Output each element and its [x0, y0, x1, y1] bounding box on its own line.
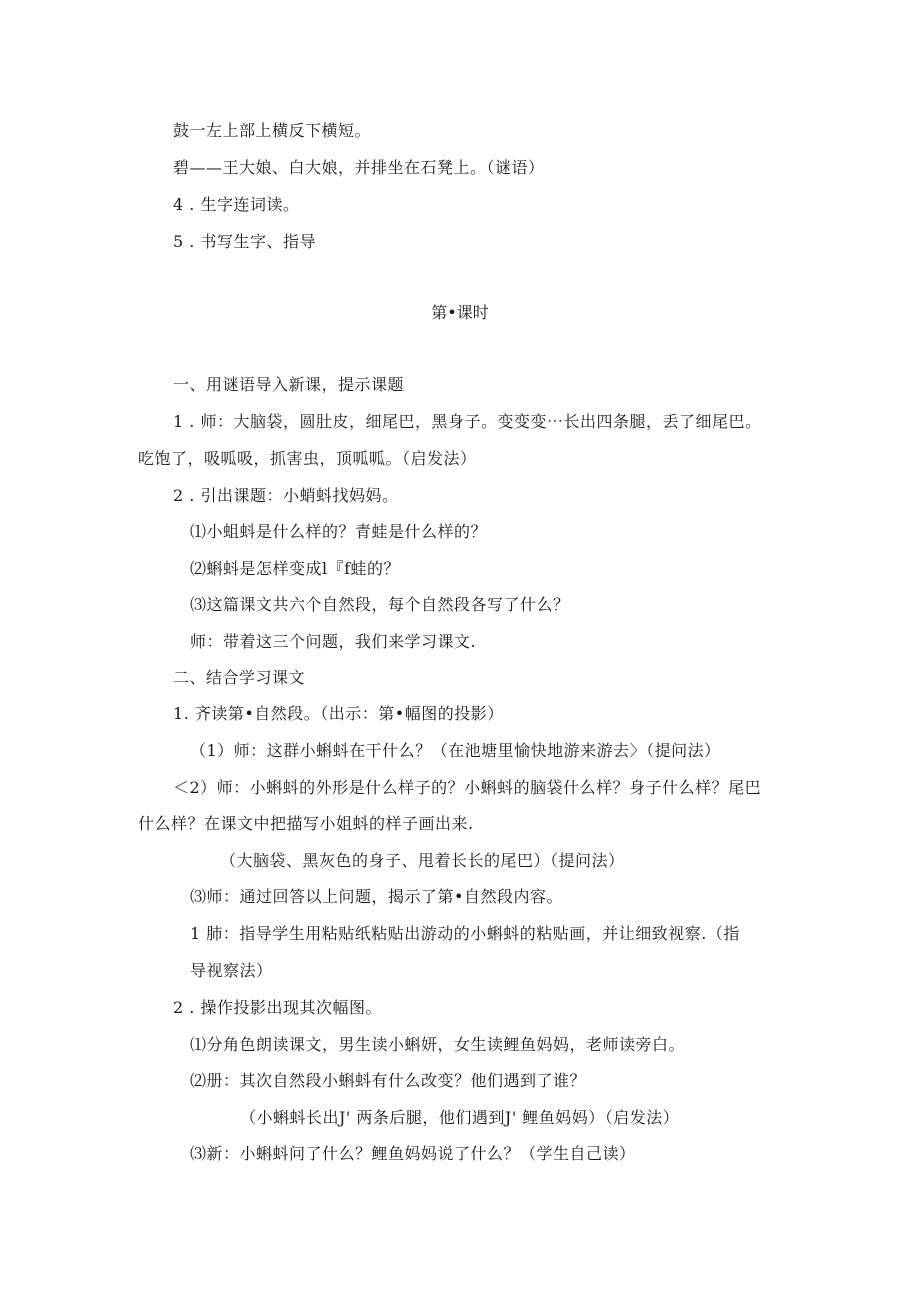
text-line: 4 . 生字连词读。	[173, 195, 300, 214]
section-title: 第•课时	[431, 303, 489, 322]
text-line: 5 . 书写生字、指导	[173, 232, 316, 251]
text-line: 师：带着这三个问题，我们来学习课文.	[190, 632, 477, 651]
text-line: ⑶新：小蝌蚪问了什么？鲤鱼妈妈说了什么？（学生自己读）	[190, 1144, 636, 1163]
text-line: 吃饱了，吸呱吸，抓害虫，顶呱呱。（启发法）	[138, 449, 477, 468]
section-heading: 二、结合学习课文	[173, 668, 306, 687]
text-line: 1 . 师：大脑袋，圆肚皮，细尾巴，黑身子。变变变⋯长出四条腿，丢了细尾巴。	[173, 412, 762, 431]
text-line: ＜2）师：小蝌蚪的外形是什么样子的？小蝌蚪的脑袋什么样？身子什么样？尾巴	[173, 778, 762, 797]
text-line: （1）师：这群小蝌蚪在干什么？（在池塘里愉快地游来游去〉（提问法）	[190, 741, 721, 760]
text-line: ⑵蝌蚪是怎样变成l『f蛙的？	[190, 559, 401, 578]
text-line: （小蝌蚪长出J' 两条后腿，他们遇到J' 鲤鱼妈妈）（启发法）	[240, 1108, 680, 1127]
text-line: ⑴小蛆蚪是什么样的？青蛙是什么样的？	[190, 522, 488, 541]
text-line: 2 . 引出课题：小蛸蚪找妈妈。	[173, 486, 399, 505]
text-line: ⑶这篇课文共六个自然段，每个自然段各写了什么？	[190, 595, 570, 614]
text-line: 导视察法）	[190, 961, 273, 980]
text-line: ⑴分角色朗读课文，男生读小蝌妍，女生读鲤鱼妈妈，老师读旁白。	[190, 1035, 686, 1054]
text-line: （大脑袋、黑灰色的身子、甩着长长的尾巴）（提问法）	[220, 851, 625, 870]
text-line: ⑵册：其次自然段小蝌蚪有什么改变？他们遇到了谁？	[190, 1071, 587, 1090]
text-line: 1. 齐读第•自然段。（出示：第•幅图的投影）	[173, 704, 504, 723]
text-line: 1 肺：指导学生用粘贴纸粘贴出游动的小蝌蚪的粘贴画，并让细致视察.（指	[190, 924, 740, 943]
text-line: 鼓一左上部上横反下横短。	[173, 121, 372, 140]
text-line: 碧——王大娘、白大娘，并排坐在石凳上。（谜语）	[173, 158, 545, 177]
text-line: ⑶师：通过回答以上问题，揭示了第•自然段内容。	[190, 887, 563, 906]
text-line: 什么样？在课文中把描写小姐蚪的样子画出来.	[138, 814, 474, 833]
text-line: 2 . 操作投影出现其次幅图。	[173, 998, 382, 1017]
section-heading: 一、用谜语导入新课，提示课题	[173, 375, 405, 394]
